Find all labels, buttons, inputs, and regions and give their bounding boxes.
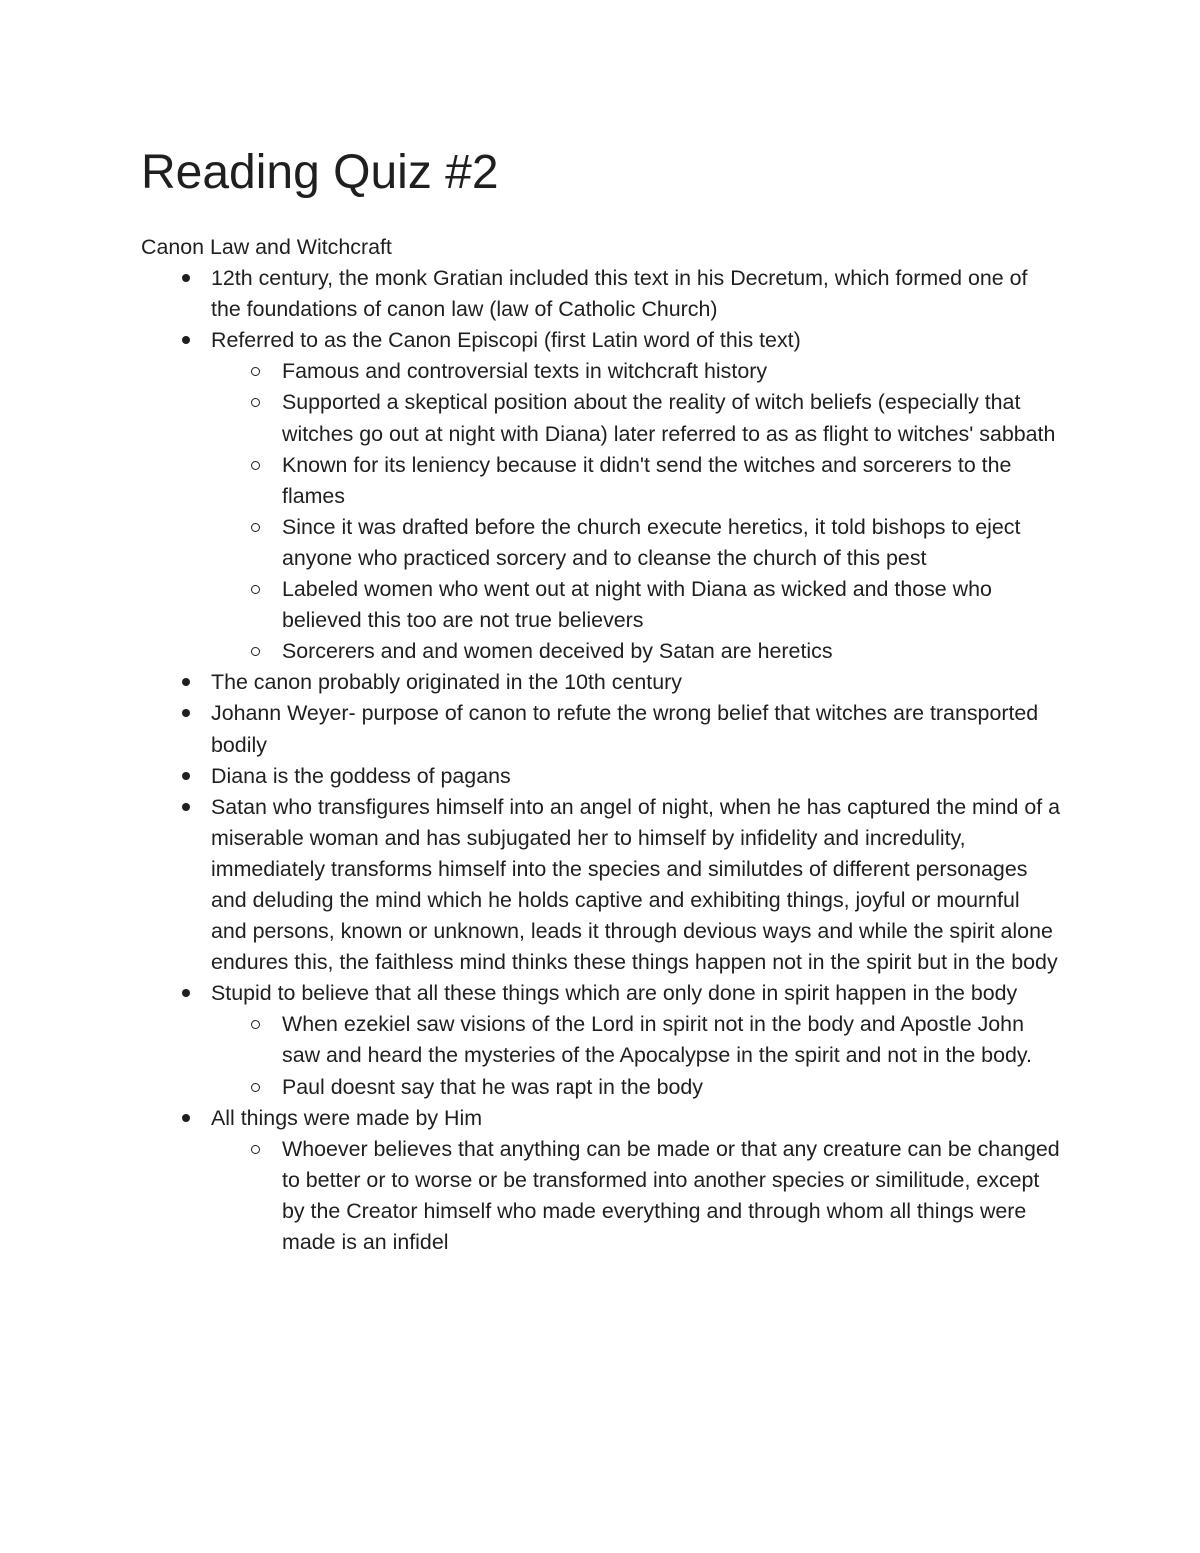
bullet-circle-icon — [251, 585, 260, 594]
sub-list-item — [141, 574, 1061, 636]
list-item-text: Stupid to believe that all these things which are only done in spirit happen in the body — [211, 981, 1018, 1006]
bullet-dot-icon — [182, 989, 190, 997]
sub-list-item-text: Whoever believes that anything can be made or that any creature can be changed to better or to worse or be transformed into another species or similitude, except by the Creator himself who made everything and through whom all things were made is an infidel — [282, 1136, 1060, 1254]
sub-list-item-text: Supported a skeptical position about the reality of witch beliefs (especially that witches go out at night with Diana) later referred to as as flight to witches' sabbath — [282, 390, 1056, 446]
sub-list-item-text: Sorcerers and and women deceived by Satan are heretics — [282, 639, 833, 664]
list-item-text: Diana is the goddess of pagans — [211, 763, 511, 788]
list-item — [141, 978, 1061, 1102]
sub-list-item-text: When ezekiel saw visions of the Lord in spirit not in the body and Apostle John saw and heard the mysteries of the Apocalypse in the spirit and not in the body. — [282, 1012, 1032, 1068]
bullet-dot-icon — [182, 709, 190, 717]
bullet-dot-icon — [182, 274, 190, 282]
list-item — [141, 792, 1061, 979]
list-item — [141, 698, 1061, 760]
list-item — [141, 667, 1061, 698]
sub-bullet-list — [211, 1134, 1061, 1258]
bullet-dot-icon — [182, 772, 190, 780]
page-title: Reading Quiz #2 — [141, 146, 499, 199]
bullet-dot-icon — [182, 1114, 190, 1122]
sub-list-item — [141, 387, 1061, 449]
section-heading: Canon Law and Witchcraft — [141, 235, 392, 259]
list-item-text: Johann Weyer- purpose of canon to refute the wrong belief that witches are transported bodily — [211, 701, 1039, 757]
list-item — [141, 325, 1061, 667]
sub-list-item — [141, 512, 1061, 574]
bullet-circle-icon — [251, 461, 260, 470]
list-item-text: 12th century, the monk Gratian included this text in his Decretum, which formed one of the foundations of canon law (law of Catholic Church) — [211, 266, 1028, 322]
bullet-dot-icon — [182, 336, 190, 344]
bullet-list — [141, 263, 1061, 1258]
sub-bullet-list — [211, 1009, 1061, 1102]
list-item — [141, 1103, 1061, 1258]
sub-list-item — [141, 450, 1061, 512]
sub-list-item — [141, 356, 1061, 387]
list-item-text: The canon probably originated in the 10th century — [211, 670, 682, 695]
bullet-circle-icon — [251, 398, 260, 407]
sub-list-item-text: Paul doesnt say that he was rapt in the body — [282, 1074, 703, 1099]
sub-list-item-text: Known for its leniency because it didn't send the witches and sorcerers to the flames — [282, 452, 1012, 508]
bullet-circle-icon — [251, 1020, 260, 1029]
list-item-text: Satan who transfigures himself into an angel of night, when he has captured the mind of a miserable woman and has subjugated her to himself by infidelity and incredulity, immediately transforms himself into the species and similutdes of different personages and deluding the mind which he holds captive and exhibiting things, joyful or mournful and persons, known or unknown, leads it through devious ways and while the spirit alone endures this, the faithless mind thinks these things happen not in the spirit but in the body — [211, 794, 1061, 975]
bullet-circle-icon — [251, 1145, 260, 1154]
sub-list-item-text: Famous and controversial texts in witchcraft history — [282, 359, 768, 384]
bullet-circle-icon — [251, 523, 260, 532]
sub-list-item-text: Since it was drafted before the church execute heretics, it told bishops to eject anyone who practiced sorcery and to cleanse the church of this pest — [282, 514, 1021, 570]
sub-list-item — [141, 1072, 1061, 1103]
sub-bullet-list — [211, 356, 1061, 667]
sub-list-item — [141, 1134, 1061, 1258]
bullet-dot-icon — [182, 678, 190, 686]
list-item — [141, 761, 1061, 792]
bullet-circle-icon — [251, 647, 260, 656]
bullet-circle-icon — [251, 367, 260, 376]
sub-list-item-text: Labeled women who went out at night with Diana as wicked and those who believed this too are not true believers — [282, 577, 992, 633]
bullet-dot-icon — [182, 803, 190, 811]
list-item — [141, 263, 1061, 325]
sub-list-item — [141, 1009, 1061, 1071]
bullet-circle-icon — [251, 1083, 260, 1092]
document-body — [141, 232, 1061, 1258]
list-item-text: Referred to as the Canon Episcopi (first Latin word of this text) — [211, 328, 801, 353]
sub-list-item — [141, 636, 1061, 667]
list-item-text: All things were made by Him — [211, 1105, 483, 1130]
